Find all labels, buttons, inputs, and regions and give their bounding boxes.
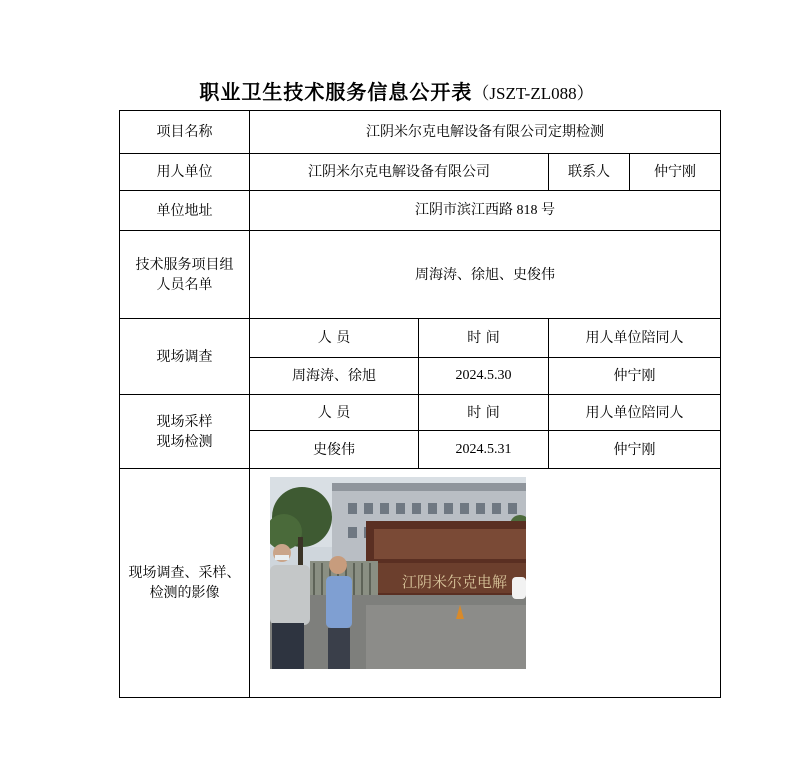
info-table: [119, 110, 721, 698]
page-title: [0, 76, 793, 105]
title-main: 职业卫生技术服务信息公开表: [199, 80, 473, 104]
image-label: [120, 469, 250, 698]
sampling-escort: 仲宁刚: [549, 431, 721, 469]
address-label: 单位地址: [120, 191, 250, 231]
contact-label: 联系人: [549, 154, 630, 191]
project-name-value: 江阴米尔克电解设备有限公司定期检测: [250, 111, 721, 154]
image-label-line1: 现场调查、采样、: [128, 565, 241, 581]
title-code: （JSZT-ZL088）: [472, 84, 594, 103]
survey-col-person: 人 员: [250, 319, 419, 358]
row-images: [120, 469, 721, 698]
survey-person: 周海涛、徐旭: [250, 358, 419, 395]
employer-value: 江阴米尔克电解设备有限公司: [250, 154, 549, 191]
survey-time: 2024.5.30: [419, 358, 549, 395]
row-project-name: [120, 111, 721, 154]
image-cell: [250, 469, 721, 698]
survey-col-escort: 用人单位陪同人: [549, 319, 721, 358]
sampling-person: 史俊伟: [250, 431, 419, 469]
sampling-col-escort: 用人单位陪同人: [549, 395, 721, 431]
sampling-time: 2024.5.31: [419, 431, 549, 469]
survey-label: 现场调查: [120, 319, 250, 395]
row-sampling-header: [120, 395, 721, 431]
team-label-line1: 技术服务项目组: [135, 256, 234, 273]
image-label-line2: 检测的影像: [149, 585, 220, 601]
contact-value: 仲宁刚: [630, 154, 721, 191]
team-value: 周海涛、徐旭、史俊伟: [250, 231, 721, 319]
row-survey-header: [120, 319, 721, 358]
sampling-col-person: 人 员: [250, 395, 419, 431]
site-photo: [270, 477, 526, 669]
address-value: 江阴市滨江西路 818 号: [250, 191, 721, 231]
survey-escort: 仲宁刚: [549, 358, 721, 395]
sampling-col-time: 时 间: [419, 395, 549, 431]
sampling-label-line2: 现场检测: [156, 433, 213, 450]
row-employer: [120, 154, 721, 191]
team-label-line2: 人员名单: [156, 276, 213, 293]
row-address: [120, 191, 721, 231]
employer-label: 用人单位: [120, 154, 250, 191]
sampling-label-line1: 现场采样: [156, 413, 213, 430]
sign-text: 江阴米尔克电解: [402, 573, 508, 591]
project-name-label: 项目名称: [120, 111, 250, 154]
sampling-label: [120, 395, 250, 469]
row-team: [120, 231, 721, 319]
survey-col-time: 时 间: [419, 319, 549, 358]
team-label: [120, 231, 250, 319]
